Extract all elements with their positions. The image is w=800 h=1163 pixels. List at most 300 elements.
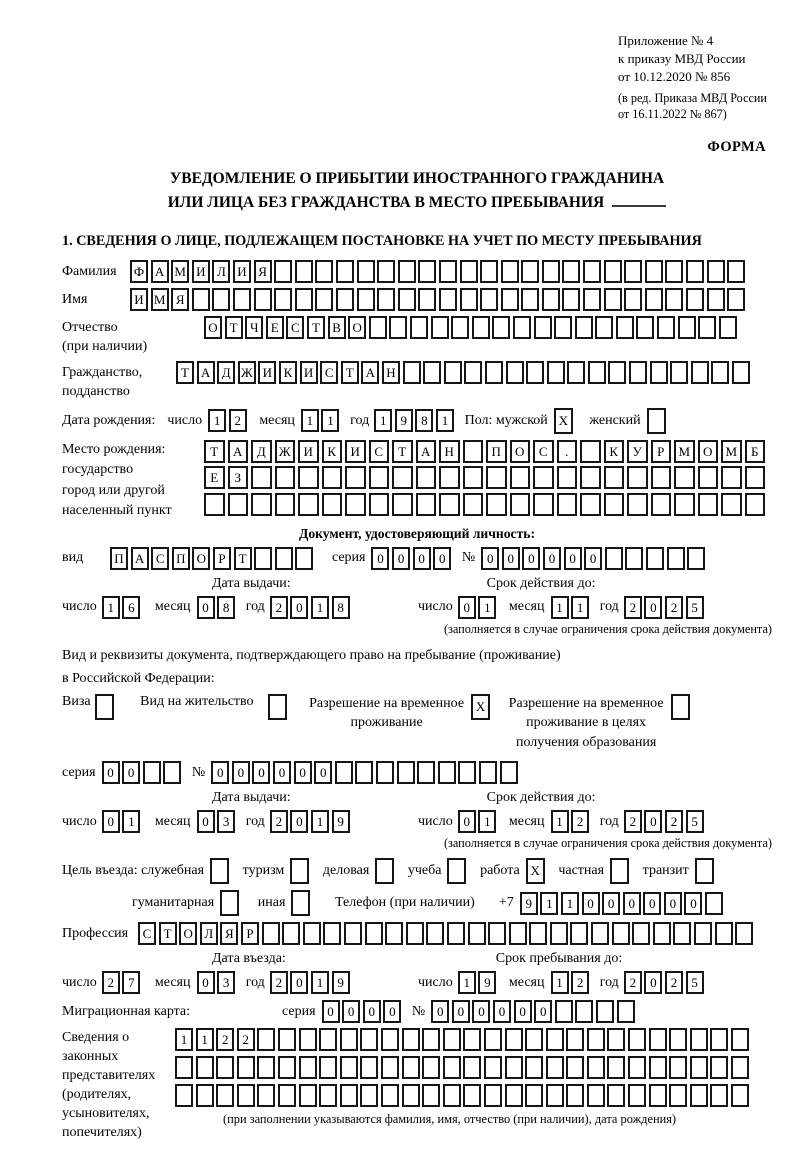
birthplace-cell bbox=[674, 493, 695, 516]
permit-valid-month bbox=[551, 810, 592, 833]
permit-number-cell: 0 bbox=[211, 761, 229, 784]
birthplace-cell bbox=[745, 466, 766, 489]
birth-month-cell: 1 bbox=[301, 409, 319, 432]
purpose-private-checkbox[interactable] bbox=[610, 858, 632, 884]
form-title-line1: УВЕДОМЛЕНИЕ О ПРИБЫТИИ ИНОСТРАННОГО ГРАЖДАНИНА bbox=[169, 169, 665, 187]
birthplace-cell: К bbox=[604, 440, 625, 463]
profession-cell: Л bbox=[200, 922, 218, 945]
migration-series-cell: 0 bbox=[322, 1000, 340, 1023]
representative-cell bbox=[216, 1084, 234, 1107]
official-checkbox-cell[interactable] bbox=[210, 858, 229, 884]
patronymic-cells bbox=[204, 316, 739, 339]
permit-series-cell bbox=[163, 761, 181, 784]
birthplace-cells-row2 bbox=[204, 466, 768, 489]
temp-permit-group bbox=[309, 694, 493, 733]
date-cell: 5 bbox=[686, 810, 704, 833]
representative-cell bbox=[422, 1084, 440, 1107]
birthplace-cell bbox=[416, 493, 437, 516]
profession-cell bbox=[303, 922, 321, 945]
sex-female-checkbox[interactable] bbox=[647, 408, 669, 434]
temp-permit-label-line1: Разрешение на временное bbox=[309, 695, 465, 711]
profession-cell bbox=[509, 922, 527, 945]
residence-checkbox[interactable] bbox=[268, 694, 290, 720]
phone-cell: 0 bbox=[623, 892, 641, 915]
birthplace-cell bbox=[463, 493, 484, 516]
doc-type-cell bbox=[254, 547, 272, 570]
entry-dates bbox=[62, 971, 772, 994]
profession-cell bbox=[344, 922, 362, 945]
date-cell: 0 bbox=[644, 810, 662, 833]
residence-checkbox-cell[interactable] bbox=[268, 694, 287, 720]
representative-cell bbox=[175, 1084, 193, 1107]
permit-dates bbox=[62, 810, 772, 833]
phone-cell: 0 bbox=[582, 892, 600, 915]
firstname-cell bbox=[707, 288, 725, 311]
visa-label: Виза bbox=[62, 693, 91, 709]
month-label: месяц bbox=[154, 974, 191, 990]
representatives-cells-row2 bbox=[175, 1056, 752, 1079]
citizenship-cell bbox=[650, 361, 668, 384]
phone-cell: 0 bbox=[664, 892, 682, 915]
doc-number-cell: 0 bbox=[502, 547, 520, 570]
edu-permit-checkbox-cell[interactable] bbox=[671, 694, 690, 720]
patronymic-cell bbox=[534, 316, 552, 339]
representative-cell bbox=[690, 1056, 708, 1079]
citizenship-cell bbox=[670, 361, 688, 384]
month-label: месяц bbox=[508, 599, 545, 615]
visa-checkbox-cell[interactable] bbox=[95, 694, 114, 720]
surname-cell bbox=[501, 260, 519, 283]
firstname-cell bbox=[542, 288, 560, 311]
valid-until-label: Срок действия до: bbox=[486, 575, 596, 591]
date-cell: 1 bbox=[551, 971, 569, 994]
permit-series-cells bbox=[102, 761, 184, 784]
profession-cell bbox=[591, 922, 609, 945]
surname-cell bbox=[521, 260, 539, 283]
date-cell: 1 bbox=[311, 810, 329, 833]
study-checkbox-cell[interactable] bbox=[447, 858, 466, 884]
representative-cell bbox=[381, 1056, 399, 1079]
profession-cell bbox=[550, 922, 568, 945]
surname-cell: Я bbox=[254, 260, 272, 283]
birthplace-cell: Е bbox=[204, 466, 225, 489]
doc-series-cell: 0 bbox=[413, 547, 431, 570]
profession-cells bbox=[138, 922, 756, 945]
permit-date-labels bbox=[62, 790, 772, 806]
surname-cell bbox=[686, 260, 704, 283]
birthplace-cell bbox=[510, 493, 531, 516]
purpose-tourism-checkbox[interactable] bbox=[290, 858, 312, 884]
residence-label: Вид на жительство bbox=[140, 693, 254, 709]
representative-cell bbox=[443, 1056, 461, 1079]
birthplace-cell bbox=[251, 493, 272, 516]
surname-cell: Ф bbox=[130, 260, 148, 283]
surname-cell bbox=[295, 260, 313, 283]
other-checkbox-cell[interactable] bbox=[291, 890, 310, 916]
phone-cell: 0 bbox=[684, 892, 702, 915]
firstname-label: Имя bbox=[62, 291, 88, 307]
representative-cell bbox=[340, 1084, 358, 1107]
date-cell: 0 bbox=[102, 810, 120, 833]
date-cell: 1 bbox=[478, 596, 496, 619]
citizenship-cell: И bbox=[300, 361, 318, 384]
identity-valid-year bbox=[624, 596, 706, 619]
issue-date-label: Дата выдачи: bbox=[212, 790, 291, 806]
doc-number-cell: 0 bbox=[481, 547, 499, 570]
representative-cell bbox=[278, 1028, 296, 1051]
birthplace-label-line3: город или другой bbox=[62, 482, 165, 498]
permit-valid-year bbox=[624, 810, 706, 833]
birthplace-cell: Т bbox=[204, 440, 225, 463]
temp-permit-checkbox[interactable] bbox=[471, 694, 493, 720]
phone-cell: 0 bbox=[602, 892, 620, 915]
private-checkbox-cell[interactable] bbox=[610, 858, 629, 884]
year-label: год bbox=[350, 412, 370, 428]
permit-number-cell bbox=[479, 761, 497, 784]
purpose-row2 bbox=[132, 890, 772, 916]
doc-number-cell: 0 bbox=[543, 547, 561, 570]
purpose-transit-checkbox[interactable] bbox=[695, 858, 717, 884]
doc-number-cell bbox=[605, 547, 623, 570]
migration-number-cell: 0 bbox=[472, 1000, 490, 1023]
date-cell: 0 bbox=[290, 971, 308, 994]
identity-valid-month bbox=[551, 596, 592, 619]
representative-cell bbox=[278, 1084, 296, 1107]
firstname-cell bbox=[604, 288, 622, 311]
edu-permit-checkbox[interactable] bbox=[671, 694, 693, 720]
representative-cell bbox=[402, 1084, 420, 1107]
firstname-cell bbox=[357, 288, 375, 311]
year-label: год bbox=[599, 974, 619, 990]
female-checkbox-cell[interactable] bbox=[647, 408, 666, 434]
citizenship-label-line2: подданство bbox=[62, 383, 130, 399]
doc-number-cell: 0 bbox=[564, 547, 582, 570]
birthplace-label-line1: Место рождения: bbox=[62, 441, 166, 457]
profession-cell bbox=[385, 922, 403, 945]
purpose-row bbox=[62, 858, 772, 884]
purpose-other-checkbox[interactable] bbox=[291, 890, 313, 916]
permit-issue-day bbox=[102, 810, 143, 833]
purpose-work-label: работа bbox=[480, 863, 520, 879]
profession-cell bbox=[406, 922, 424, 945]
birthplace-cell: И bbox=[298, 440, 319, 463]
birthplace-cell bbox=[486, 493, 507, 516]
temp-permit-checkbox-cell[interactable]: X bbox=[471, 694, 490, 720]
birth-day-cells bbox=[208, 409, 249, 432]
date-cell: 2 bbox=[665, 596, 683, 619]
month-label: месяц bbox=[154, 813, 191, 829]
tourism-checkbox-cell[interactable] bbox=[290, 858, 309, 884]
surname-cell bbox=[315, 260, 333, 283]
purpose-transit-label: транзит bbox=[642, 863, 689, 879]
birthplace-label-line4: населенный пункт bbox=[62, 503, 172, 519]
representative-cell bbox=[319, 1056, 337, 1079]
birth-year-cell: 1 bbox=[374, 409, 392, 432]
profession-cell bbox=[447, 922, 465, 945]
profession-cell bbox=[735, 922, 753, 945]
patronymic-cell bbox=[678, 316, 696, 339]
birth-month-cells bbox=[301, 409, 342, 432]
representatives-label-line1: Сведения о bbox=[62, 1030, 130, 1046]
date-cell: 1 bbox=[458, 971, 476, 994]
representative-cell bbox=[443, 1084, 461, 1107]
citizenship-cell bbox=[691, 361, 709, 384]
doc-number-cell: 0 bbox=[584, 547, 602, 570]
representative-cell bbox=[360, 1028, 378, 1051]
date-cell: 2 bbox=[270, 971, 288, 994]
surname-cell bbox=[604, 260, 622, 283]
transit-checkbox-cell[interactable] bbox=[695, 858, 714, 884]
representative-cell bbox=[402, 1028, 420, 1051]
representative-cell: 2 bbox=[237, 1028, 255, 1051]
representative-cell bbox=[566, 1084, 584, 1107]
representative-cell bbox=[649, 1028, 667, 1051]
migration-number-cell: 0 bbox=[493, 1000, 511, 1023]
representative-cell bbox=[484, 1084, 502, 1107]
doc-series-cell: 0 bbox=[433, 547, 451, 570]
phone-prefix: +7 bbox=[498, 895, 514, 911]
surname-cell bbox=[562, 260, 580, 283]
permit-number-cell bbox=[376, 761, 394, 784]
doc-type-cell: О bbox=[192, 547, 210, 570]
male-checkbox-cell[interactable]: X bbox=[554, 408, 573, 434]
representative-cell bbox=[196, 1084, 214, 1107]
patronymic-row bbox=[62, 316, 772, 356]
permit-number-cell bbox=[500, 761, 518, 784]
sex-male-checkbox[interactable] bbox=[554, 408, 576, 434]
citizenship-cell: А bbox=[197, 361, 215, 384]
representative-cell bbox=[340, 1056, 358, 1079]
phone-cell: 1 bbox=[540, 892, 558, 915]
birthplace-cell bbox=[439, 466, 460, 489]
representative-cell bbox=[505, 1056, 523, 1079]
birthplace-cell: А bbox=[228, 440, 249, 463]
firstname-cell bbox=[295, 288, 313, 311]
profession-cell bbox=[673, 922, 691, 945]
firstname-cell bbox=[377, 288, 395, 311]
patronymic-cell bbox=[657, 316, 675, 339]
business-checkbox-cell[interactable] bbox=[375, 858, 394, 884]
permit-issue-date bbox=[62, 810, 418, 833]
surname-label: Фамилия bbox=[62, 263, 117, 279]
work-checkbox-cell[interactable]: X bbox=[526, 858, 545, 884]
date-cell: 3 bbox=[217, 810, 235, 833]
birthplace-cell bbox=[533, 466, 554, 489]
humanitarian-checkbox-cell[interactable] bbox=[220, 890, 239, 916]
entry-day bbox=[102, 971, 143, 994]
date-cell: 9 bbox=[332, 971, 350, 994]
birthplace-cell bbox=[557, 493, 578, 516]
representative-cell bbox=[649, 1084, 667, 1107]
purpose-official-checkbox[interactable] bbox=[210, 858, 232, 884]
blank-underline bbox=[612, 193, 666, 208]
birth-year-cell: 1 bbox=[436, 409, 454, 432]
surname-cell bbox=[583, 260, 601, 283]
series-label: серия bbox=[331, 550, 366, 566]
date-cell: 0 bbox=[458, 596, 476, 619]
migration-number-cell: 0 bbox=[452, 1000, 470, 1023]
representative-cell bbox=[505, 1028, 523, 1051]
birthdate-label: Дата рождения: bbox=[62, 412, 156, 428]
birthplace-cell: У bbox=[627, 440, 648, 463]
representative-cell bbox=[690, 1028, 708, 1051]
birthplace-cell bbox=[322, 493, 343, 516]
permit-number-cell bbox=[397, 761, 415, 784]
phone-cell: 1 bbox=[561, 892, 579, 915]
day-label: число bbox=[62, 599, 97, 615]
doc-type-cell: Р bbox=[213, 547, 231, 570]
date-cell: 0 bbox=[458, 810, 476, 833]
birthplace-cell: З bbox=[228, 466, 249, 489]
doc-number-cells bbox=[481, 547, 708, 570]
date-cell: 2 bbox=[624, 971, 642, 994]
representative-cell: 1 bbox=[175, 1028, 193, 1051]
birth-year-cells bbox=[374, 409, 456, 432]
birthplace-row bbox=[62, 440, 772, 522]
doc-number-cell bbox=[687, 547, 705, 570]
patronymic-cell: В bbox=[328, 316, 346, 339]
purpose-work-checkbox[interactable] bbox=[526, 858, 548, 884]
entry-year bbox=[270, 971, 352, 994]
surname-cell: И bbox=[192, 260, 210, 283]
birthplace-cell: О bbox=[510, 440, 531, 463]
profession-cell: Т bbox=[159, 922, 177, 945]
birthplace-cell bbox=[580, 493, 601, 516]
surname-cell: И bbox=[233, 260, 251, 283]
birthplace-cell bbox=[580, 440, 601, 463]
representative-cell: 2 bbox=[216, 1028, 234, 1051]
migration-series-cell: 0 bbox=[363, 1000, 381, 1023]
date-cell: 2 bbox=[624, 810, 642, 833]
citizenship-cell: Д bbox=[217, 361, 235, 384]
birthplace-cell: М bbox=[721, 440, 742, 463]
date-cell: 1 bbox=[478, 810, 496, 833]
representative-cell bbox=[360, 1084, 378, 1107]
representative-cell bbox=[649, 1056, 667, 1079]
representative-cell bbox=[525, 1028, 543, 1051]
birthplace-cell bbox=[228, 493, 249, 516]
doc-number-cell bbox=[667, 547, 685, 570]
patronymic-cell: Ч bbox=[245, 316, 263, 339]
surname-cell bbox=[418, 260, 436, 283]
day-label: число bbox=[62, 813, 97, 829]
citizenship-cell bbox=[403, 361, 421, 384]
purpose-other-label: иная bbox=[257, 895, 286, 911]
doc-type-cell: П bbox=[110, 547, 128, 570]
purpose-study-checkbox[interactable] bbox=[447, 858, 469, 884]
patronymic-cell bbox=[451, 316, 469, 339]
amendment-line: от 16.11.2022 № 867) bbox=[618, 107, 727, 122]
permit-number-cell bbox=[417, 761, 435, 784]
firstname-cell bbox=[212, 288, 230, 311]
purpose-tourism-label: туризм bbox=[242, 863, 285, 879]
purpose-official-group bbox=[62, 858, 232, 884]
birthplace-cell bbox=[298, 466, 319, 489]
citizenship-cell: Т bbox=[341, 361, 359, 384]
profession-cell bbox=[426, 922, 444, 945]
migration-number-cell: 0 bbox=[514, 1000, 532, 1023]
patronymic-label-line2: (при наличии) bbox=[62, 338, 148, 354]
visa-checkbox[interactable] bbox=[95, 694, 117, 720]
number-label: № bbox=[411, 1003, 426, 1019]
patronymic-cell: Т bbox=[225, 316, 243, 339]
purpose-humanitarian-checkbox[interactable] bbox=[220, 890, 242, 916]
migration-card-row bbox=[62, 1000, 772, 1023]
residence-group bbox=[140, 694, 289, 720]
patronymic-cell bbox=[636, 316, 654, 339]
birthplace-cell: Ж bbox=[275, 440, 296, 463]
birthplace-cell: С bbox=[533, 440, 554, 463]
birthplace-cell bbox=[674, 466, 695, 489]
stay-until-label: Срок пребывания до: bbox=[495, 951, 623, 967]
representative-cell bbox=[607, 1056, 625, 1079]
surname-cell bbox=[624, 260, 642, 283]
representatives-row bbox=[62, 1028, 772, 1142]
date-cell: 1 bbox=[122, 810, 140, 833]
citizenship-cell bbox=[629, 361, 647, 384]
birthplace-cell bbox=[533, 493, 554, 516]
birthplace-label-line2: государство bbox=[62, 462, 134, 478]
firstname-cells bbox=[130, 288, 748, 311]
patronymic-cell bbox=[554, 316, 572, 339]
permit-valid-date bbox=[418, 810, 706, 833]
date-cell: 8 bbox=[217, 596, 235, 619]
doc-type-cell bbox=[275, 547, 293, 570]
month-label: месяц bbox=[259, 412, 295, 428]
purpose-business-checkbox[interactable] bbox=[375, 858, 397, 884]
birthplace-cell bbox=[651, 466, 672, 489]
phone-cells bbox=[520, 892, 726, 915]
citizenship-cell bbox=[547, 361, 565, 384]
representative-cell: 1 bbox=[196, 1028, 214, 1051]
citizenship-cell bbox=[485, 361, 503, 384]
birthplace-cell: С bbox=[369, 440, 390, 463]
representatives-cells-row1 bbox=[175, 1028, 752, 1051]
representative-cell bbox=[566, 1056, 584, 1079]
surname-row bbox=[62, 260, 772, 283]
representative-cell bbox=[237, 1056, 255, 1079]
entry-month bbox=[197, 971, 238, 994]
permit-number-cell bbox=[458, 761, 476, 784]
purpose-humanitarian-group bbox=[132, 890, 242, 916]
representative-cell bbox=[690, 1084, 708, 1107]
patronymic-label bbox=[62, 316, 204, 356]
surname-cell bbox=[274, 260, 292, 283]
patronymic-cell: О bbox=[348, 316, 366, 339]
representative-cell bbox=[360, 1056, 378, 1079]
identity-valid-day bbox=[458, 596, 499, 619]
migration-number-cells bbox=[431, 1000, 637, 1023]
firstname-cell bbox=[418, 288, 436, 311]
representative-cell bbox=[299, 1056, 317, 1079]
patronymic-cell bbox=[698, 316, 716, 339]
appendix-line: к приказу МВД России bbox=[618, 50, 746, 66]
representative-cell bbox=[731, 1056, 749, 1079]
patronymic-label-line1: Отчество bbox=[62, 319, 118, 335]
surname-cell bbox=[460, 260, 478, 283]
birthplace-cells-row3 bbox=[204, 493, 768, 516]
surname-cell bbox=[439, 260, 457, 283]
date-cell: 2 bbox=[571, 810, 589, 833]
surname-cell bbox=[707, 260, 725, 283]
birthplace-cell bbox=[557, 466, 578, 489]
representative-cell bbox=[299, 1084, 317, 1107]
series-label: серия bbox=[62, 764, 96, 780]
surname-cell bbox=[645, 260, 663, 283]
profession-cell bbox=[468, 922, 486, 945]
day-label: число bbox=[418, 974, 453, 990]
firstname-cell: И bbox=[130, 288, 148, 311]
